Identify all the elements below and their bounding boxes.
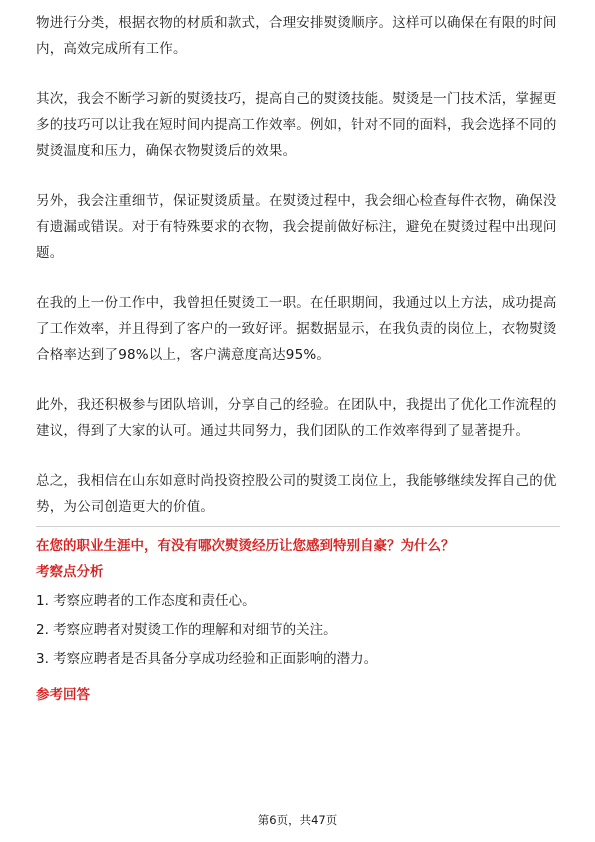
answer-paragraph-5: 此外，我还积极参与团队培训，分享自己的经验。在团队中，我提出了优化工作流程的建议，得到了大家的认可。通过共同努力，我们团队的工作效率得到了显著提升。 xyxy=(36,397,557,439)
interview-question: 在您的职业生涯中，有没有哪次熨烫经历让您感到特别自豪？为什么？ xyxy=(36,538,455,554)
analysis-item-2: 2. 考察应聘者对熨烫工作的理解和对细节的关注。 xyxy=(36,622,337,638)
analysis-item-1: 1. 考察应聘者的工作态度和责任心。 xyxy=(36,593,256,609)
section-divider xyxy=(36,526,560,527)
answer-paragraph-3: 另外，我会注重细节，保证熨烫质量。在熨烫过程中，我会细心检查每件衣物，确保没有遗漏或错误。对于有特殊要求的衣物，我会提前做好标注，避免在熨烫过程中出现问题。 xyxy=(36,193,557,261)
analysis-list xyxy=(36,587,560,674)
reference-answer-title: 参考回答 xyxy=(36,687,90,703)
analysis-item-3: 3. 考察应聘者是否具备分享成功经验和正面影响的潜力。 xyxy=(36,651,378,667)
analysis-title: 考察点分析 xyxy=(36,564,104,580)
page-content xyxy=(36,10,560,710)
page-number-footer: 第6页，共47页 xyxy=(257,813,338,827)
answer-paragraph-4: 在我的上一份工作中，我曾担任熨烫工一职。在任职期间，我通过以上方法，成功提高了工作效率，并且得到了客户的一致好评。据数据显示，在我负责的岗位上，衣物熨烫合格率达到了98%以上，客户满意度高达95%。 xyxy=(36,295,557,363)
answer-paragraph-2: 其次，我会不断学习新的熨烫技巧，提高自己的熨烫技能。熨烫是一门技术活，掌握更多的技巧可以让我在短时间内提高工作效率。例如，针对不同的面料，我会选择不同的熨烫温度和压力，确保衣物熨烫后的效果。 xyxy=(36,91,557,159)
answer-paragraph-1: 物进行分类，根据衣物的材质和款式，合理安排熨烫顺序。这样可以确保在有限的时间内，高效完成所有工作。 xyxy=(36,15,557,57)
answer-paragraph-6: 总之，我相信在山东如意时尚投资控股公司的熨烫工岗位上，我能够继续发挥自己的优势，为公司创造更大的价值。 xyxy=(36,473,557,515)
